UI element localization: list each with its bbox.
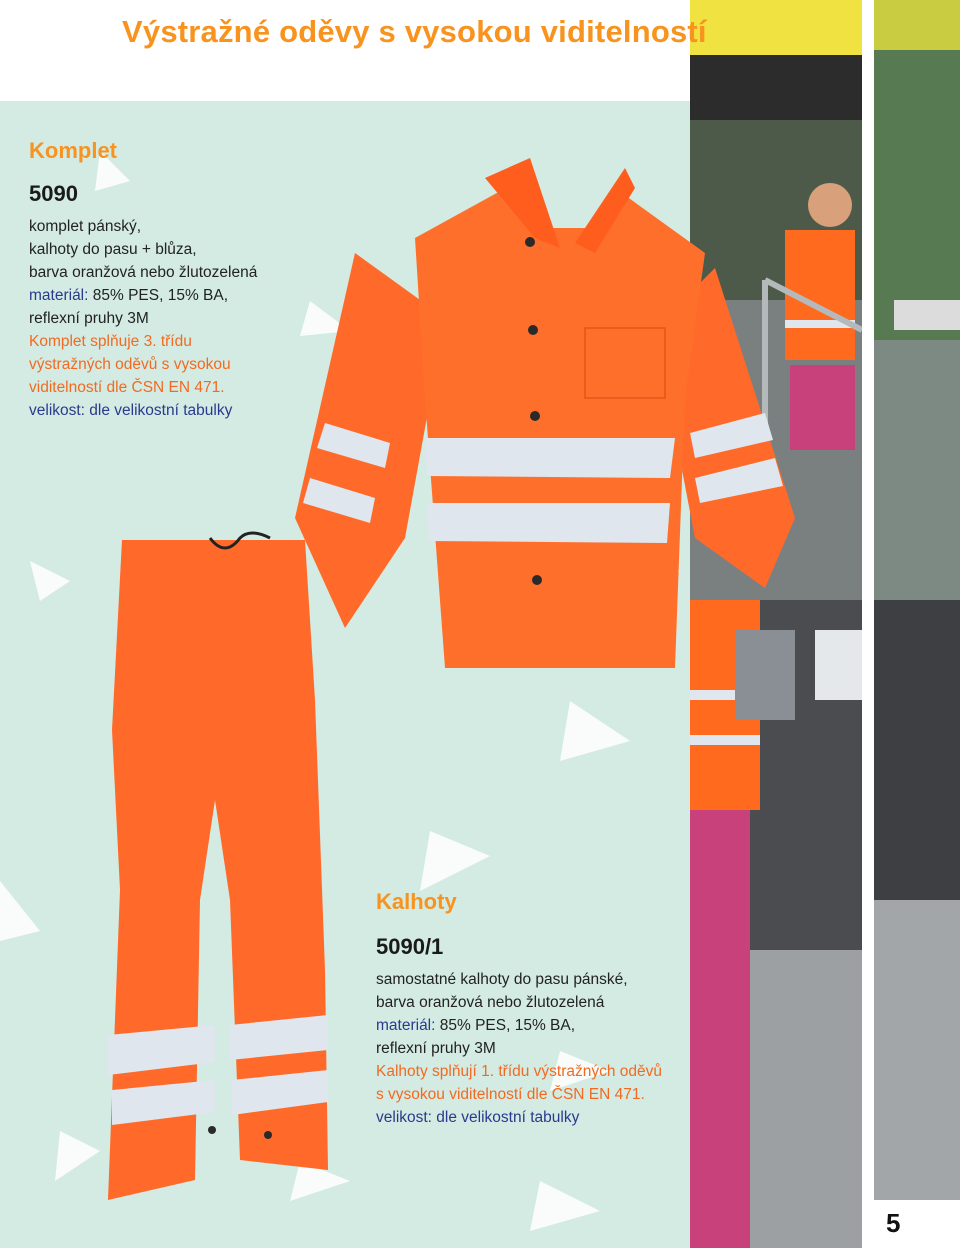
- road-workers-photo-right: [874, 0, 960, 1200]
- page-title: Výstražné oděvy s vysokou viditelností: [122, 14, 707, 49]
- komplet-line: komplet pánský,: [29, 218, 141, 235]
- orange-high-visibility-jacket-image: [295, 158, 795, 690]
- komplet-line: výstražných oděvů s vysokou: [29, 356, 231, 373]
- kalhoty-code: 5090/1: [376, 934, 444, 959]
- kalhoty-line: reflexní pruhy 3M: [376, 1040, 496, 1057]
- komplet-code: 5090: [29, 181, 78, 206]
- kalhoty-line: s vysokou viditelností dle ČSN EN 471.: [376, 1086, 645, 1103]
- komplet-material-line: materiál: 85% PES, 15% BA,: [29, 287, 229, 304]
- kalhoty-class-line: Kalhoty splňují 1. třídu výstražných oděvů: [376, 1063, 663, 1080]
- kalhoty-description: [376, 968, 662, 1129]
- komplet-size-line: velikost: dle velikostní tabulky: [29, 402, 233, 419]
- kalhoty-size-line: velikost: dle velikostní tabulky: [376, 1109, 580, 1126]
- kalhoty-line: barva oranžová nebo žlutozelená: [376, 994, 605, 1011]
- kalhoty-line: samostatné kalhoty do pasu pánské,: [376, 971, 628, 988]
- photo-divider: [862, 0, 874, 1248]
- komplet-line: barva oranžová nebo žlutozelená: [29, 264, 258, 281]
- komplet-line: viditelností dle ČSN EN 471.: [29, 379, 225, 396]
- orange-high-visibility-trousers-image: [100, 530, 335, 1220]
- kalhoty-heading: Kalhoty: [376, 889, 457, 914]
- page-number: 5: [886, 1208, 901, 1238]
- kalhoty-material-line: materiál: 85% PES, 15% BA,: [376, 1017, 576, 1034]
- komplet-heading: Komplet: [29, 138, 117, 163]
- komplet-description: [29, 215, 257, 422]
- komplet-class-line: Komplet splňuje 3. třídu: [29, 333, 192, 350]
- komplet-line: reflexní pruhy 3M: [29, 310, 149, 327]
- komplet-line: kalhoty do pasu + blůza,: [29, 241, 197, 258]
